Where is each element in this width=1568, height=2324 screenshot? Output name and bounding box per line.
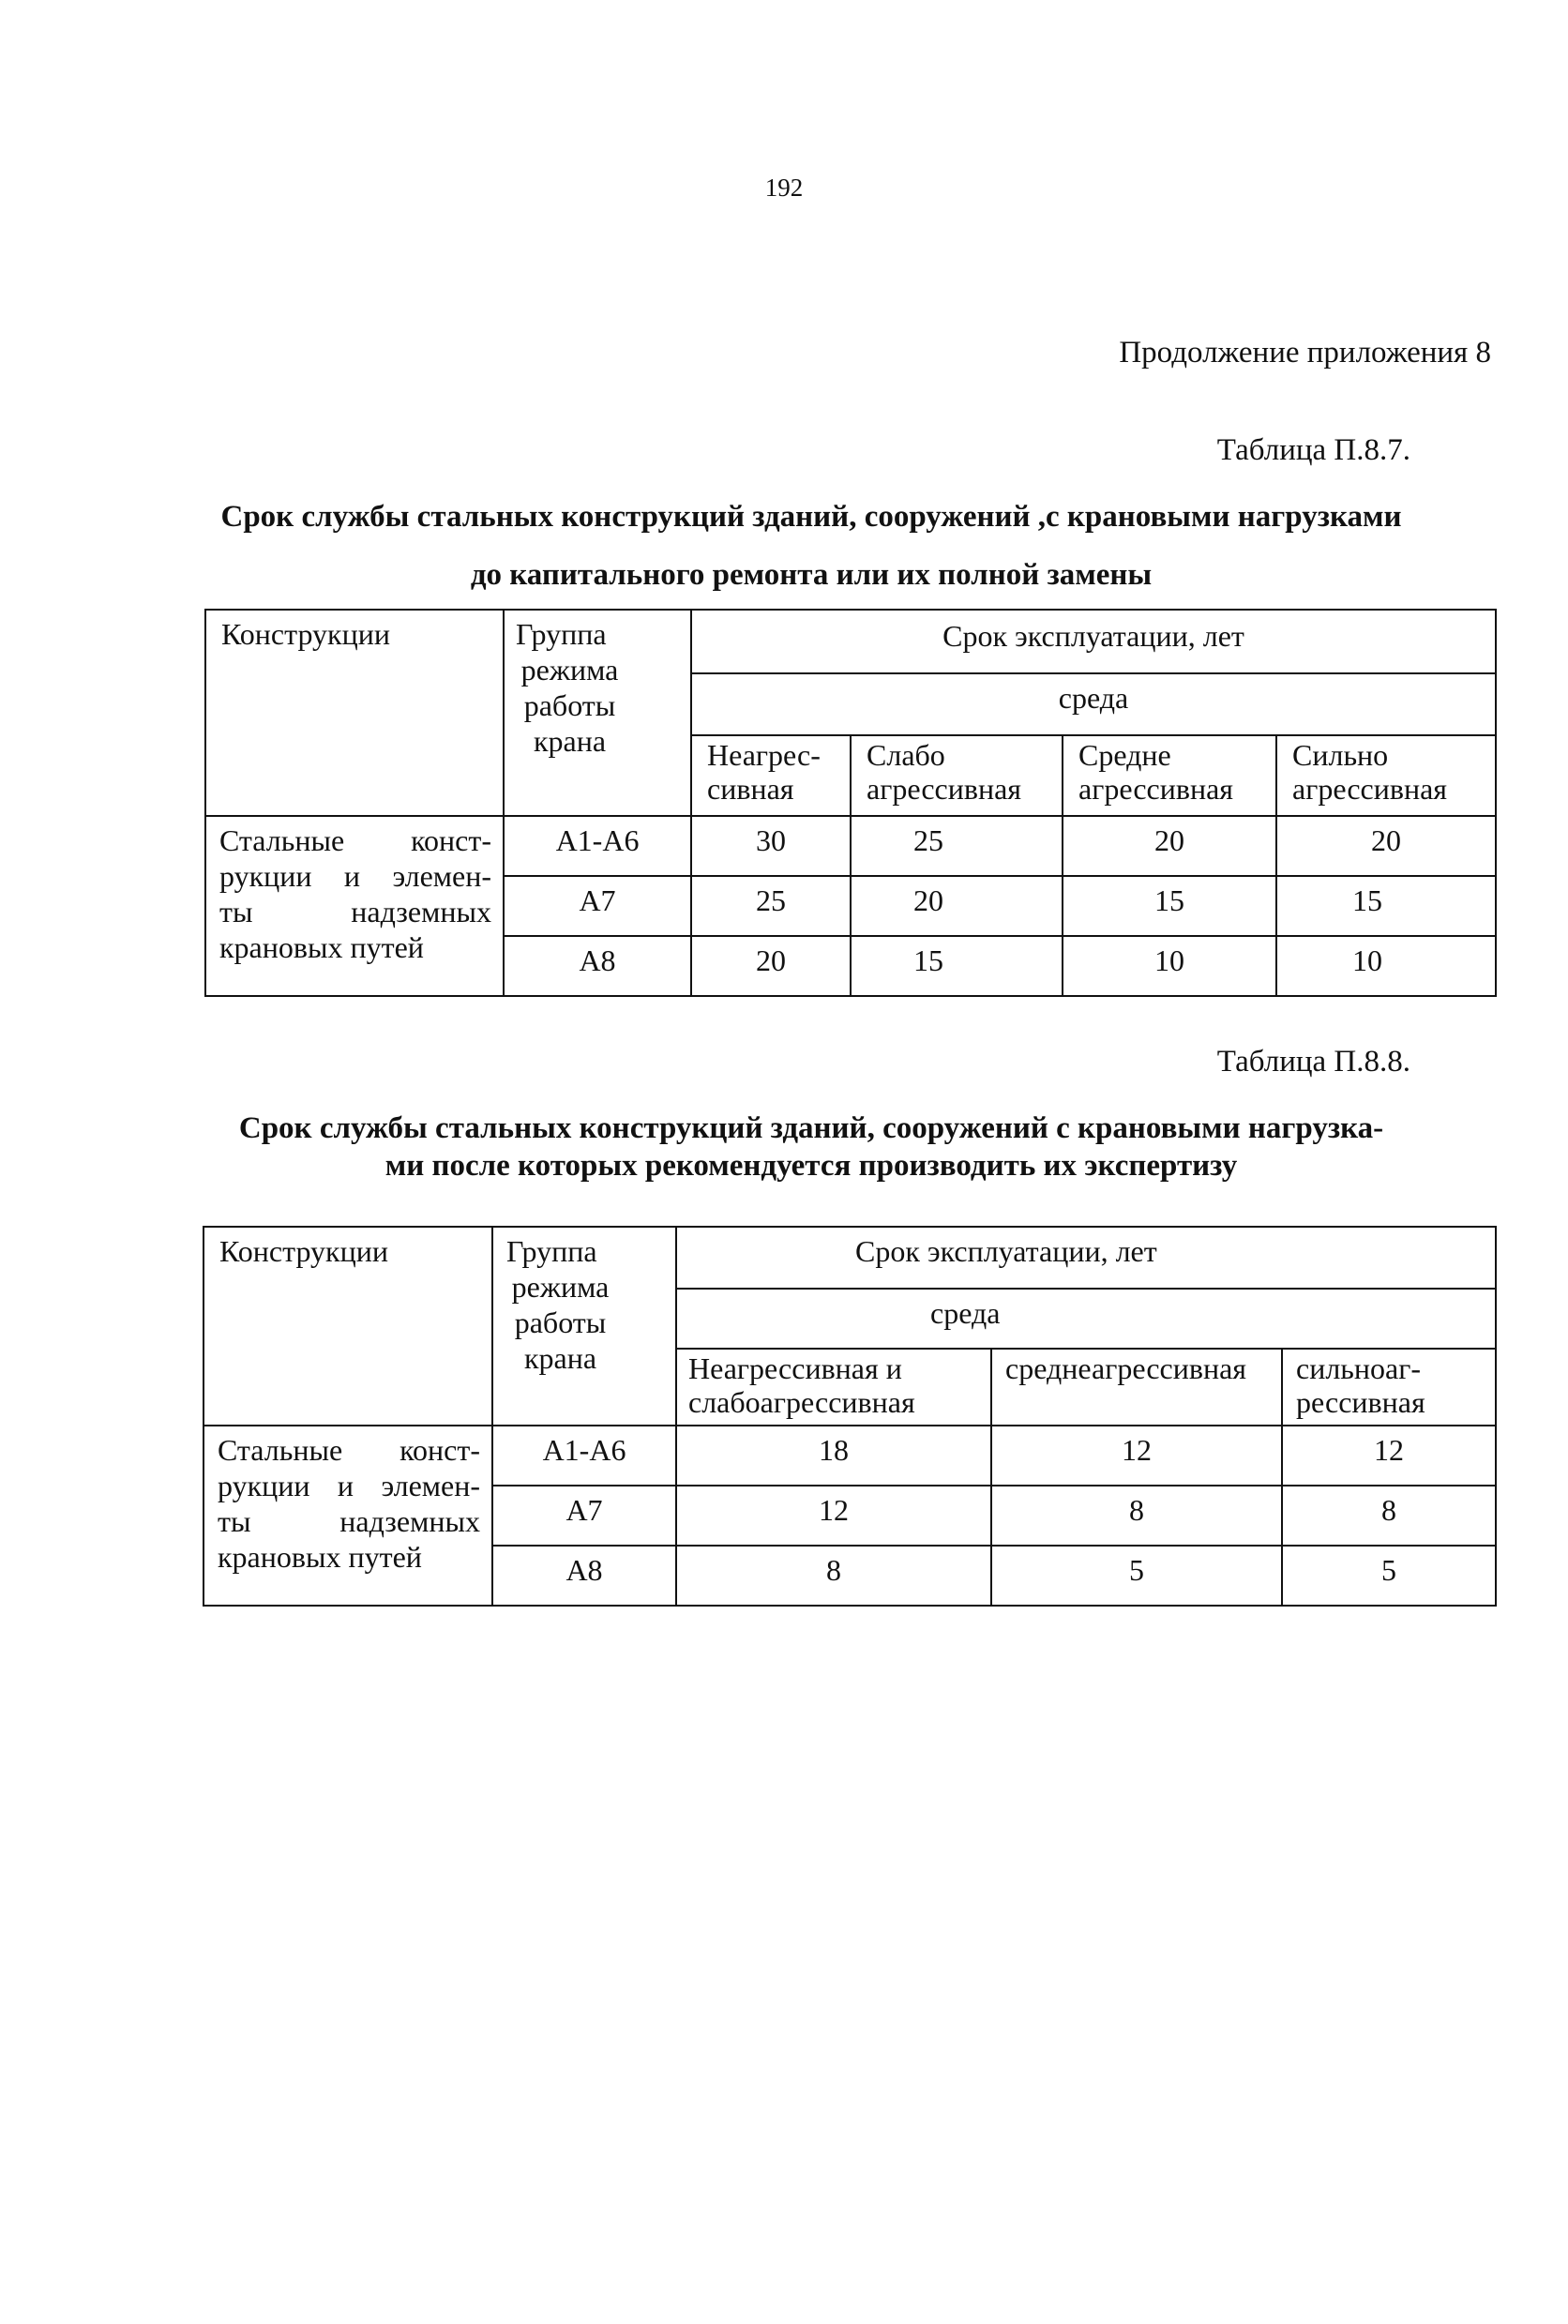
- table2-value-cell: 12: [1282, 1426, 1496, 1486]
- table2-header-constructions: Конструкции: [204, 1227, 492, 1426]
- table2-value-cell: 8: [991, 1486, 1282, 1546]
- table2-env-col-1: Неагрессивная и слабоагрессивная: [676, 1349, 991, 1426]
- table2-value-cell: 8: [1282, 1486, 1496, 1546]
- table1-value-cell: 25: [851, 816, 1063, 876]
- table1-env-col-4: Сильно агрессивная: [1276, 735, 1496, 816]
- table2-header-group: Группа режима работы крана: [492, 1227, 676, 1426]
- table2-value-cell: 5: [991, 1546, 1282, 1606]
- table2-env-col-2: среднеагрессивная: [991, 1349, 1282, 1426]
- table1: [204, 609, 1497, 997]
- table1-row-label: Стальные конст- рукции и элемен- ты надземных крановых путей: [205, 816, 504, 996]
- table1-label: Таблица П.8.7.: [1216, 433, 1410, 467]
- table2-title-line1: Срок службы стальных конструкций зданий, сооружений с крановыми нагрузка-: [238, 1111, 1384, 1145]
- table2-group-cell: А1-А6: [492, 1426, 676, 1486]
- page-number: 192: [764, 174, 804, 202]
- table-row: [205, 816, 1496, 876]
- table1-value-cell: 10: [1276, 936, 1496, 996]
- table2-header-term: Срок эксплуатации, лет: [676, 1227, 1496, 1289]
- table1-value-cell: 10: [1063, 936, 1276, 996]
- table2-value-cell: 8: [676, 1546, 991, 1606]
- table1-value-cell: 30: [691, 816, 851, 876]
- table1-value-cell: 15: [1276, 876, 1496, 936]
- table1-env-col-3: Средне агрессивная: [1063, 735, 1276, 816]
- table1-value-cell: 15: [1063, 876, 1276, 936]
- table2-value-cell: 18: [676, 1426, 991, 1486]
- table2-env-col-3: сильноаг- рессивная: [1282, 1349, 1496, 1426]
- table1-value-cell: 20: [851, 876, 1063, 936]
- table1-title: [141, 492, 1482, 599]
- table2-row-label: Стальные конст- рукции и элемен- ты надземных крановых путей: [204, 1426, 492, 1606]
- table2-header-env: среда: [676, 1289, 1496, 1349]
- table1-header-term: Срок эксплуатации, лет: [691, 610, 1496, 673]
- table1-header-env: среда: [691, 673, 1496, 735]
- table1-value-cell: 25: [691, 876, 851, 936]
- table1-value-cell: 20: [691, 936, 851, 996]
- table1-group-cell: А1-А6: [504, 816, 691, 876]
- table2-label: Таблица П.8.8.: [1216, 1045, 1410, 1079]
- table2-value-cell: 5: [1282, 1546, 1496, 1606]
- table1-header-constructions: Конструкции: [205, 610, 504, 816]
- appendix-continuation: Продолжение приложения 8: [1119, 336, 1491, 370]
- table2-group-cell: А7: [492, 1486, 676, 1546]
- table1-title-line1: Срок службы стальных конструкций зданий, сооружений ,с крановыми нагрузками: [220, 500, 1402, 534]
- table1-env-col-2: Слабо агрессивная: [851, 735, 1063, 816]
- table2-group-cell: А8: [492, 1546, 676, 1606]
- table2-title: [141, 1109, 1482, 1185]
- table2-title-line2: ми после которых рекомендуется производить их экспертизу: [384, 1149, 1238, 1183]
- table2: [203, 1226, 1497, 1607]
- table-row: [204, 1426, 1496, 1486]
- table1-header-group: Группа режима работы крана: [504, 610, 691, 816]
- table1-env-col-1: Неагрес- сивная: [691, 735, 851, 816]
- table1-value-cell: 15: [851, 936, 1063, 996]
- table2-value-cell: 12: [991, 1426, 1282, 1486]
- table1-value-cell: 20: [1063, 816, 1276, 876]
- table1-group-cell: А7: [504, 876, 691, 936]
- table1-value-cell: 20: [1276, 816, 1496, 876]
- table1-title-line2: до капитального ремонта или их полной замены: [470, 558, 1153, 592]
- table1-group-cell: А8: [504, 936, 691, 996]
- table2-value-cell: 12: [676, 1486, 991, 1546]
